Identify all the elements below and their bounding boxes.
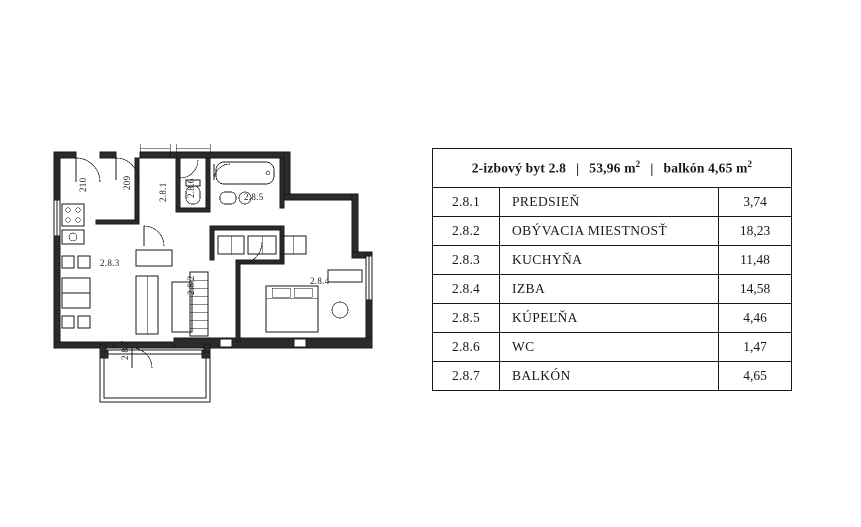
row-area: 4,46 [719,304,792,333]
table-body [433,188,792,391]
table-header-row [433,149,792,188]
table-row [433,362,792,391]
table-row [433,275,792,304]
room-label-2-8-7: 2.8.7 [120,340,130,360]
apartment-area-unit: 2 [635,159,641,170]
balcony-area-unit: 2 [747,159,753,170]
table-row [433,304,792,333]
table-row [433,217,792,246]
door-label-210: 210 [78,177,88,192]
room-label-2-8-5: 2.8.5 [244,192,264,202]
row-area: 18,23 [719,217,792,246]
apartment-name: 2-izbový byt 2.8 [471,160,567,176]
row-area: 3,74 [719,188,792,217]
row-name: KUCHYŇA [500,246,719,275]
row-code: 2.8.5 [433,304,500,333]
room-schedule [432,148,792,391]
room-label-2-8-3: 2.8.3 [100,258,120,268]
row-area: 11,48 [719,246,792,275]
row-code: 2.8.7 [433,362,500,391]
table-row [433,188,792,217]
row-area: 1,47 [719,333,792,362]
floor-plan [40,130,420,420]
room-label-2-8-1: 2.8.1 [158,182,168,202]
door-label-209: 209 [122,175,132,190]
room-label-2-8-6: 2.8.6 [186,178,196,198]
row-name: PREDSIEŇ [500,188,719,217]
table-row [433,333,792,362]
balcony-area: balkón 4,65 m [663,160,748,176]
row-name: OBÝVACIA MIESTNOSŤ [500,217,719,246]
row-code: 2.8.1 [433,188,500,217]
row-code: 2.8.6 [433,333,500,362]
apartment-area: 53,96 m [589,160,636,176]
header-separator-1: | [576,160,580,176]
row-name: KÚPEĽŇA [500,304,719,333]
floor-plan-drawing [40,130,420,420]
table-row [433,246,792,275]
row-code: 2.8.3 [433,246,500,275]
header-separator-2: | [650,160,654,176]
apartment-summary-header [433,149,792,188]
row-name: IZBA [500,275,719,304]
room-label-2-8-4: 2.8.4 [310,276,330,286]
room-label-2-8-2: 2.8.2 [186,275,196,295]
row-area: 4,65 [719,362,792,391]
row-area: 14,58 [719,275,792,304]
room-schedule-table [432,148,792,391]
row-name: BALKÓN [500,362,719,391]
row-name: WC [500,333,719,362]
row-code: 2.8.4 [433,275,500,304]
row-code: 2.8.2 [433,217,500,246]
